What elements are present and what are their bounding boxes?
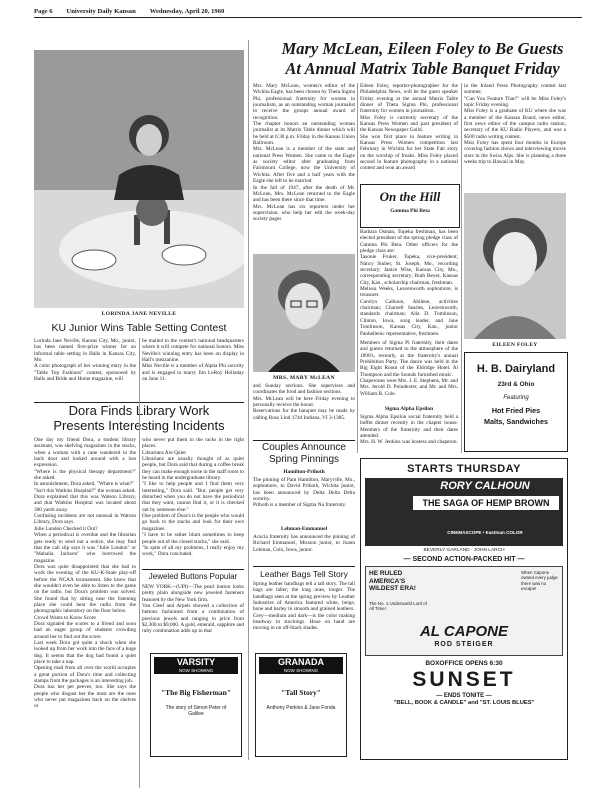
sunset-ad bbox=[360, 458, 568, 760]
table-setting-photo bbox=[34, 50, 244, 308]
page-number: Page 6 bbox=[34, 8, 53, 15]
sunset-film2-panel bbox=[365, 566, 563, 656]
col-rule-4 bbox=[139, 338, 140, 788]
granada-now-showing: NOW SHOWING bbox=[259, 668, 343, 674]
rule-leather bbox=[253, 566, 355, 567]
rule-couples bbox=[253, 440, 355, 441]
on-the-hill-body1: Barbara Osman, Topeka freshman, has been elected president of the spring pledge class of Gamma Phi Beta. Other officers for the pledge class are: Tasonie Fruker, Topeka, vice-president; Nancy Stuber, St. Joseph, Mo., recording secretary; Janice Wise, Kansas City, Mo., corresponding secretary; Ruth Beyer, Kansas City, Kan., scholarship chairman, freshman. Melissa Weeks, Leavenworth sophomore, is treasurer. Carolyn Calhoun, Abilene, activities chairman; Charoell Searles, Leavenworth, standards chairman; Alla D. Tomlinson, Clinton, Iowa, song leader, and Jane Tomlinson, Kansas City, Kan., junior Panhellenic representative, freshmen. bbox=[360, 229, 458, 337]
main-headline-line2: At Annual Matrix Table Banquet Friday bbox=[285, 59, 560, 78]
photo-caption-foley: EILEEN FOLEY bbox=[492, 342, 538, 348]
leather-headline: Leather Bags Tell Story bbox=[260, 569, 348, 579]
couples-headline-line1: Couples Announce bbox=[262, 442, 346, 453]
dairyland-item2: Malts, Sandwiches bbox=[484, 417, 548, 426]
dora-headline-line2: Presents Interesting Incidents bbox=[53, 418, 225, 433]
couples-headline-line2: Spring Pinnings bbox=[268, 454, 340, 465]
sunset-escape: When Capone owned every judge there was no escape! bbox=[521, 570, 558, 592]
granada-ad bbox=[255, 653, 347, 757]
varsity-ad bbox=[150, 653, 242, 757]
on-the-hill-sub2: Sigma Alpha Epsilon bbox=[384, 406, 434, 412]
mclean-portrait bbox=[253, 254, 355, 372]
col-rule-1 bbox=[248, 40, 249, 760]
sunset-second: — SECOND ACTION-PACKED HIT — bbox=[403, 556, 525, 563]
foley-story-col2: Eileen Foley, reporter-photographer for the Philadelphia News, will be the guest speaker Friday evening at the annual Matrix Table dinner of Theta Sigma Phi, professional fraternity for women in journalism. Miss Foley is currently secretary of the Kansas Press Women and past president of the Kansas Newspaper Guild. She won first place in feature writing in Kansas Press Women competition last February in Wichita for her State Fair story on the worship of freaks. Miss Foley placed second in feature photography in a national contest and won an award bbox=[360, 83, 458, 172]
kujunior-headline: KU Junior Wins Table Setting Contest bbox=[51, 322, 227, 334]
couples-sub1: Hamilton-Prihoth bbox=[283, 469, 325, 475]
on-the-hill-body3: Sigma Alpha Epsilon social fraternity held a buffet dinner recently in the chapter house. Members of the fraternity and their dates attended. Mrs. H. W. Jenkins was hostess and chaperon. bbox=[360, 414, 458, 446]
on-the-hill-body2: Members of Sigma Pi fraternity, their dates and guests returned to the atmosphere of the 1890's, recently, at the fraternity's annual Prohibition Party. The dance was held in the Big Eight Room of the Eldridge Hotel. Al Thompson and the Sounds furnished music. Chaperones were Mrs. J. E. Stephens, Mr. and Mrs. Jerold D. Poindexter, and Mr. and Mrs. William B. Cole. bbox=[360, 340, 458, 397]
buttons-headline: Jeweled Buttons Popular bbox=[148, 572, 238, 581]
dora-col2: who never put them in the racks in the right places. Librarians Are Quiet Librarians are usually thought of as quiet people, but Dora said that during a coffee break they can make enough noise in the staff room to be heard in the undergraduate library. "I like to help people and I find them very interesting," Dora said. "But, people get very disturbed when you do not have the periodical that they want, cannot find it, or it is checked out by someone else." One problem of Dora's is the people who would go back to the stacks and look for their own magazines. "I have to be rather blunt sometimes to keep people out of the closed stacks," she said. "In spite of all my problems, I really enjoy my work," Dora concluded. bbox=[142, 437, 244, 558]
sunset-film2-title: AL CAPONE bbox=[419, 623, 509, 640]
on-the-hill-box bbox=[360, 184, 460, 228]
issue-date: Wednesday, April 20, 1960 bbox=[149, 8, 225, 15]
mclean-story-col1-end: and Sunday sections. She supervises and coordinates the food and fashion sections. Mrs. McLean will be here Friday evening to personally receive the honor. Reservations for the banquet may be made by calling Ross Lind 1744 Indiana, VI 3-1385. bbox=[253, 383, 355, 421]
sunset-film1-title: THE SAGA OF HEMP BROWN bbox=[413, 496, 559, 510]
dora-headline-line1: Dora Finds Library Work bbox=[68, 403, 210, 418]
buttons-body: NEW YORK—(UPI)—The pearl button looks pretty plain alongside new jeweled fasteners featured by the New York firm. Van Cleef and Arpels showed a collection of buttons fashioned from a combination of precious jewels and ranging in price from $2,300 to $9,000. A gold, emerald, sapphire and ruby combination adds up to that bbox=[142, 584, 244, 635]
sunset-cinema: CINEMASCOPE • Eastman COLOR bbox=[447, 530, 523, 535]
kujunior-col1: Lorinda Jane Neville, Kansas City, Mo., junior, has been named first-prize winner for an informal table setting in Halls in Kansas City, Mo. A color photograph of her winning entry in the "Table Top Fashions" contest, sponsored by Halls and Bride and Home magazine, will bbox=[34, 338, 136, 383]
dairyland-ad bbox=[464, 352, 568, 452]
couples-body2: Acacia fraternity has announced the pinning of Richard Emmanuel, Mission junior, to Joann Lehman, Colo, Iowa, junior. bbox=[253, 534, 355, 553]
page-folio bbox=[34, 8, 582, 18]
sunset-film1-panel bbox=[365, 478, 563, 546]
varsity-now-showing: NOW SHOWING bbox=[154, 668, 238, 674]
sunset-boxoffice: BOXOFFICE OPENS 6:30 bbox=[425, 660, 503, 667]
sunset-name: SUNSET bbox=[412, 668, 516, 691]
mclean-story-col1: Mrs. Mary McLean, women's editor of the Wichita Eagle, has been chosen by Theta Sigma Phi, professional fraternity for women in journalism, as an outstanding woman journalist to receive the groups annual award of recognition. The chapter honors an outstanding woman journalist at its Matrix Table dinner which will be held at 6:30 p.m. Friday in the Kansas Union Ballroom. Mrs. McLean is a member of the state and national Press Women. She came to the Eagle as society editor after graduating from Fairmount College, now the University of Wichita. After five and a half years with the Eagle she left to be married. In the fall of 1947, after the death of Mr. McLean, Mrs. McLean returned to the Eagle and has been there since that time. Mrs. McLean has six reporters under her supervision, who help her edit the week-day society pages bbox=[253, 83, 355, 223]
dairyland-name: H. B. Dairyland bbox=[476, 363, 556, 375]
sunset-starts: STARTS THURSDAY bbox=[407, 463, 521, 475]
leather-body: Spring leather handbags tell a tall story. The tall bags are taller; the long ones, longer. The handbags seen at the spring preview by Leather Industries of America featured white, beige, bone and barley in smooth and grained leathers. Grey—medium and dark—is the color making headway in stockings. Hose on hand are moving in on off-black shades. bbox=[253, 581, 355, 632]
granada-theater-name: GRANADA bbox=[259, 657, 343, 668]
dairyland-featuring: Featuring bbox=[503, 395, 529, 401]
photo-caption-neville: LORINDA JANE NEVILLE bbox=[101, 311, 177, 317]
on-the-hill-title: On the Hill bbox=[379, 189, 441, 204]
granada-stars: Anthony Perkins & Jane Fonda bbox=[266, 705, 336, 711]
couples-body1: The pinning of Pam Hamilton, Maryville, Mo., sophomore, to David Prihoth, Wichita junior, has been announced by Delta Delta Delta sorority. Prihoth is a member of Sigma Nu fraternity. bbox=[253, 477, 355, 509]
main-headline-line1: Mary McLean, Eileen Foley to Be Guests bbox=[281, 39, 564, 58]
sunset-ending-films: "BELL, BOOK & CANDLE" and "ST. LOUIS BLUES" bbox=[393, 700, 535, 706]
rule-buttons bbox=[142, 569, 244, 570]
col-rule-2 bbox=[357, 83, 358, 453]
table-setting-photo-illustration bbox=[34, 50, 244, 308]
col-rule-3 bbox=[461, 83, 462, 453]
sunset-star2: ROD STEIGER bbox=[434, 641, 494, 648]
foley-photo bbox=[464, 193, 566, 339]
sunset-costars: BEVERLY GARLAND · JOHN LARCH bbox=[423, 548, 505, 553]
varsity-theater-name: VARSITY bbox=[154, 657, 238, 668]
kujunior-col2: be mailed to the contest's national headquarters where it will compete for national honors. Miss Neville's winning entry has been on display in Hall's mezzanine. Miss Neville is a member of Alpha Phi sorority and is engaged to marry Jim LeRoy Holladay on June 11. bbox=[142, 338, 244, 383]
on-the-hill-sub1: Gamma Phi Beta bbox=[390, 208, 430, 214]
dairyland-item1: Hot Fried Pies bbox=[491, 406, 541, 415]
sunset-star: RORY CALHOUN bbox=[440, 480, 530, 492]
sunset-ends: — ENDS TONITE — bbox=[436, 693, 492, 699]
sunset-tagline2: The No. 1 Underworld Lord of All Time! bbox=[369, 601, 427, 612]
dairyland-address: 23rd & Ohio bbox=[497, 381, 535, 388]
foley-story-col3: in the Inland Press Photography contest last summer. "Can You Feature That?" will be Miss Foley's topic Friday evening. Miss Foley is a graduate of KU where she was a member of the Kansan Board, news editor, first news editor of the campus radio station, secretary of the KU Radio Players, and was a $500 radio writing contest. Miss Foley has spent four months in Europe covering fashion shows and interviewing movie stars in the Swiss Alps. She is planning a three weeks trip to Hawaii in May. bbox=[464, 83, 566, 166]
foley-portrait bbox=[464, 193, 566, 339]
newspaper-name: University Daily Kansan bbox=[66, 8, 136, 15]
varsity-tagline: The story of Simon Peter of Galilee bbox=[165, 705, 227, 717]
photo-caption-mclean: MRS. MARY McLEAN bbox=[273, 375, 335, 381]
dora-col1: One day my friend Dora, a student library assistant, was shelving magazines in the stacks, when a woman with a cane wandered in the back door and looked around with a lost expression. "Where is the physical therapy department?" she asked. In astonishment, Dora asked, "Where is what?" "Isn't this Watkins Hospital?" the woman asked. Dora explained that this was Watson Library, and that Watkins Hospital was located about 300 yards away. Confusing incidents are not unusual in Watson Library, Dora says. Julie London Checked it Out? When a periodical is overdue and the librarian gets ready to send out a notice, she may find that the call slip says it was "Julie London" or "Mahalia Jackson" who borrowed the magazine. Dora was quite disappointed that she had to work the evening of the KU-K-State play-off before the NCAA tournament. She knew that she wouldn't even be able to listen to the game on the radio, but Dora's problem was solved. She found that by sitting near the listening place she could hear the radio from the photographic laboratory on the floor below. Crowd Wants to Know Score Dora signaled the scores to a friend and soon had an eager group of students crowding around her to find out the score. Last week Dora got quite a shock when she looked up from her work into the face of a huge dog. It seems that the dog had found a quiet place to take a nap. Opening mail from all over the world occupies a great portion of Dora's time and collecting stamps from the packages is an interesting job. Dora has her pet peeves, too. She says the people who disgust her the most are the ones who never put magazines back on the shelves or bbox=[34, 437, 136, 710]
couples-sub2: Lehman-Emmanuel bbox=[280, 526, 328, 532]
mclean-photo bbox=[253, 254, 355, 372]
varsity-film-title: "The Big Fisherman" bbox=[161, 688, 231, 697]
sunset-tagline: HE RULED AMERICA'S WILDEST ERA! bbox=[369, 570, 416, 592]
granada-film-title: "Tall Story" bbox=[281, 688, 321, 697]
